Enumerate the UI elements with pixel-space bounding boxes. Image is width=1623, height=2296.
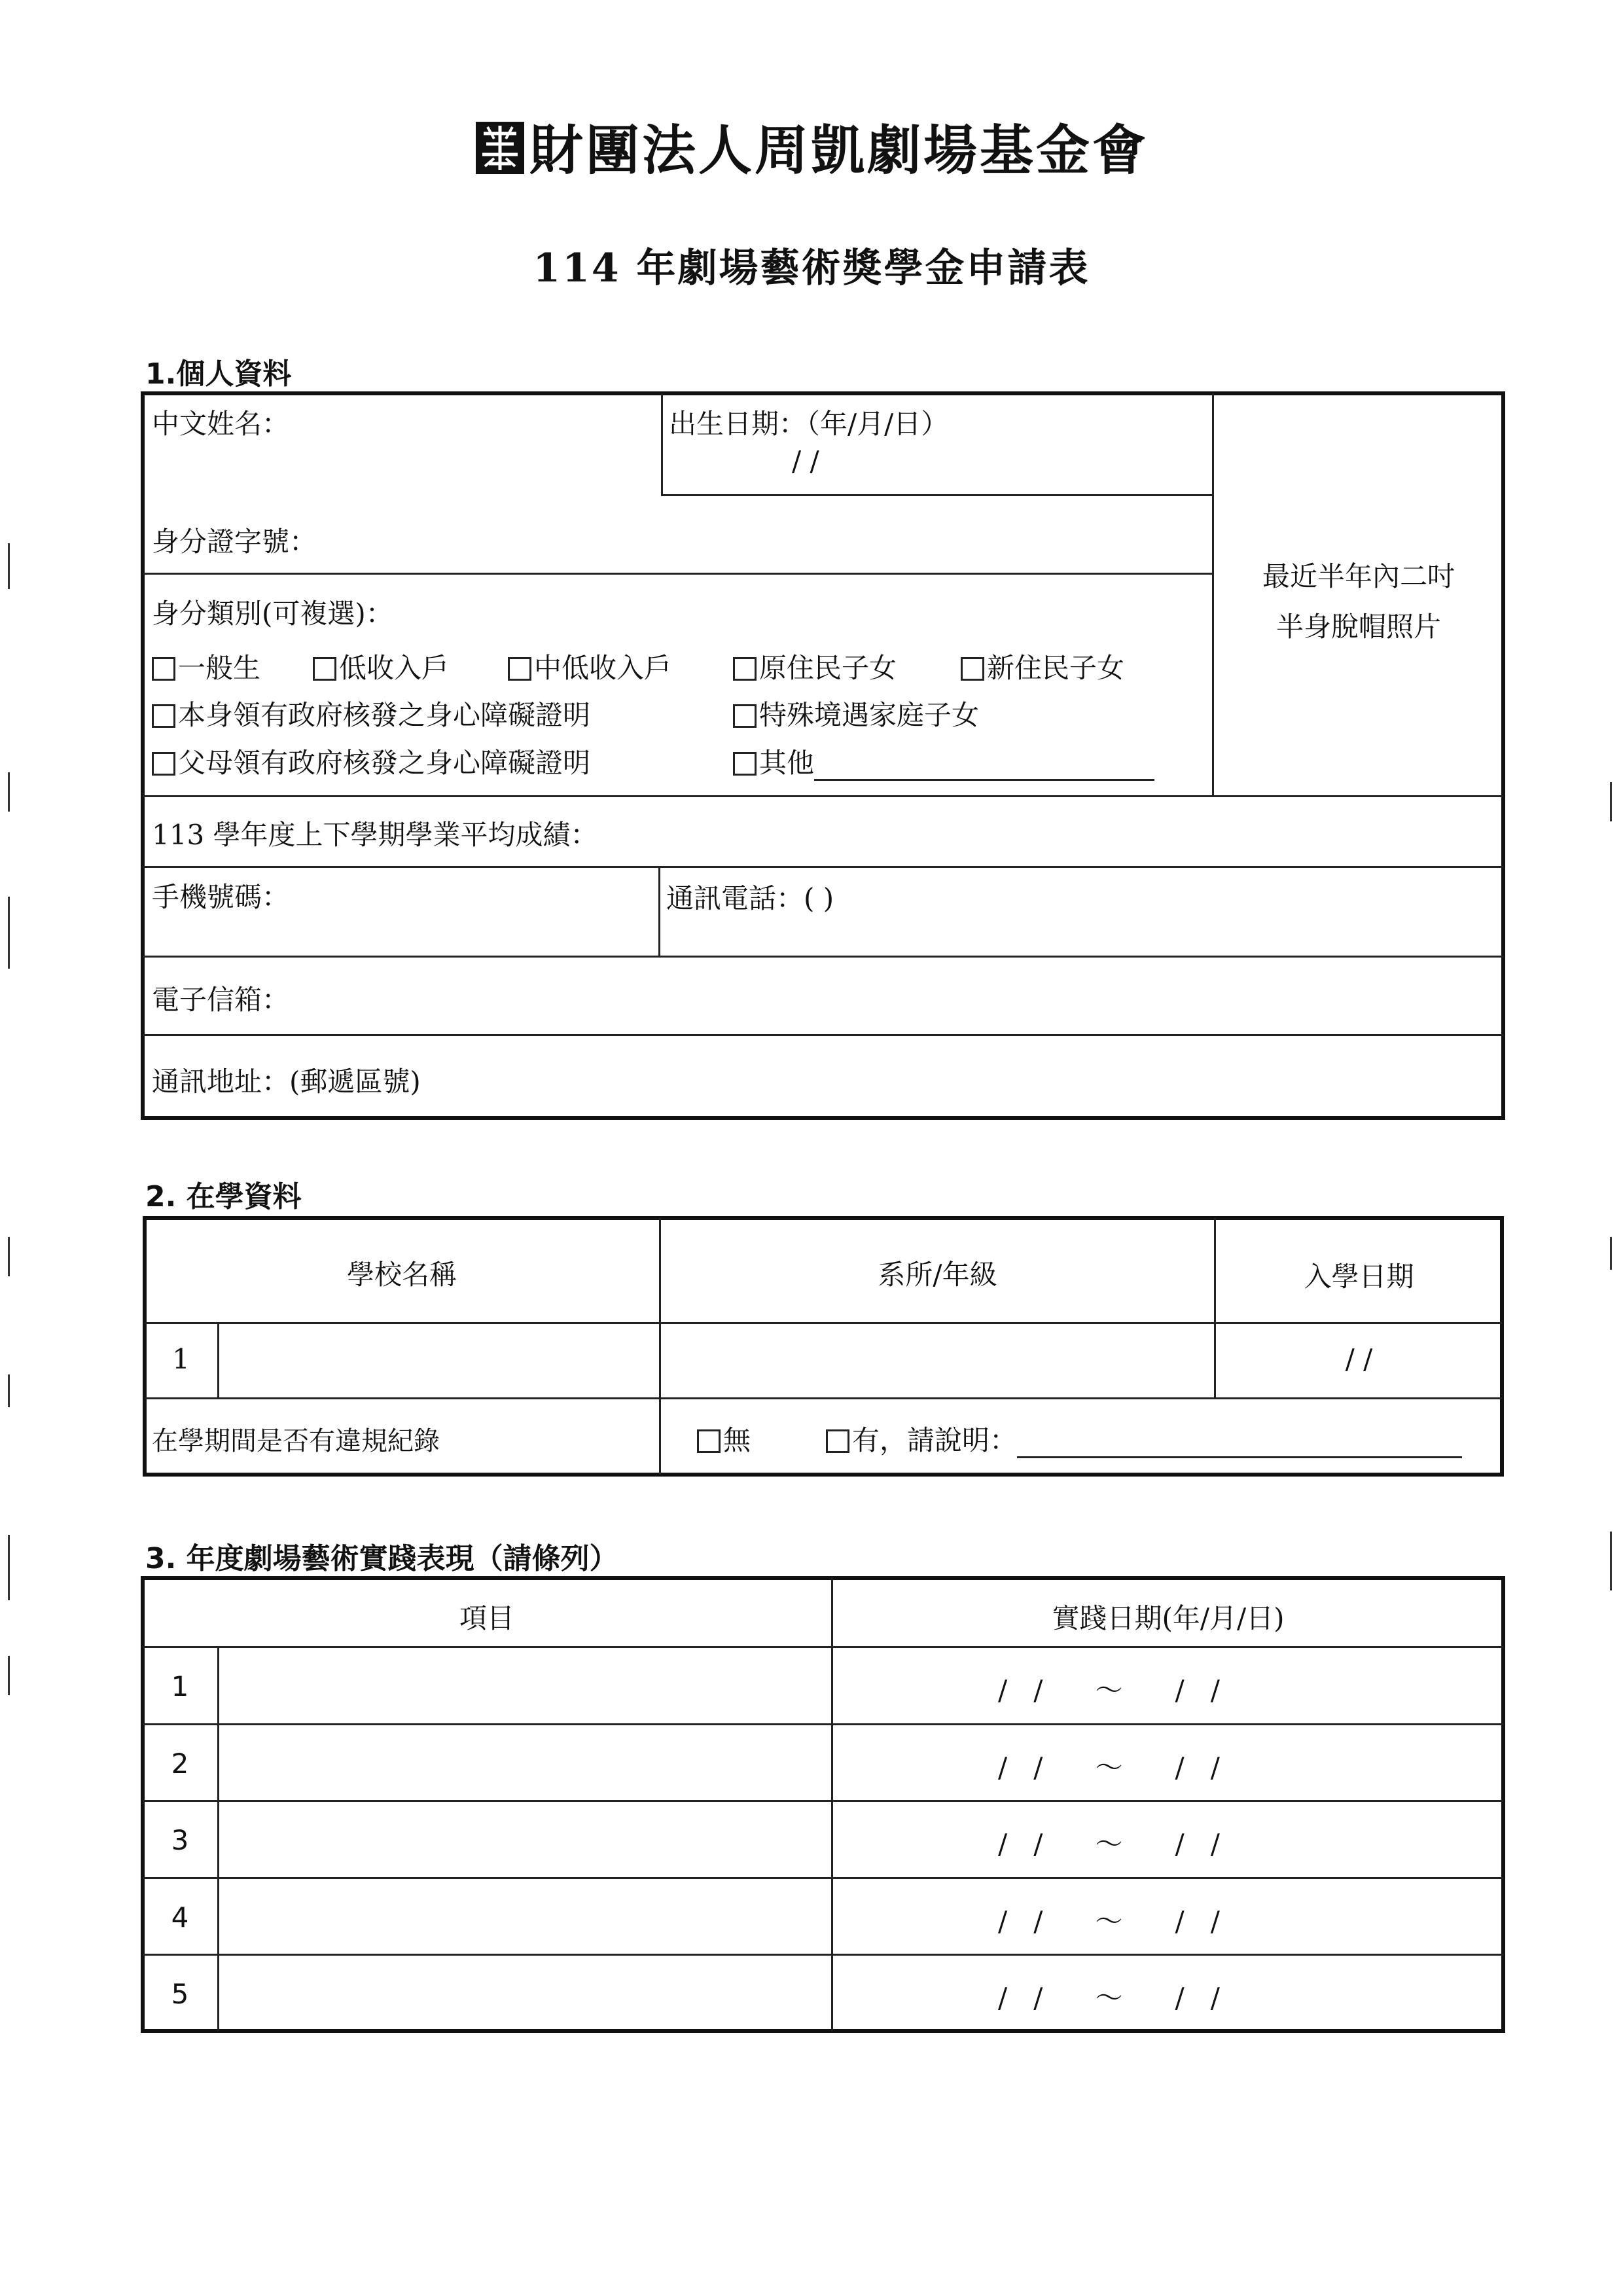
id-number-label: 身分證字號： [152, 526, 317, 558]
category-label: 低收入戶 [339, 652, 450, 684]
header-school-name: 學校名稱 [346, 1259, 457, 1291]
chinese-name-label: 中文姓名： [152, 408, 290, 440]
checkbox[interactable] [733, 752, 757, 776]
divider [143, 1800, 1503, 1802]
email-label: 電子信箱： [152, 984, 290, 1016]
row-number: 5 [171, 1978, 189, 2010]
divider [145, 1322, 1502, 1324]
category-indigenous[interactable] [733, 647, 897, 686]
divider [143, 1723, 1503, 1725]
category-low-income[interactable] [313, 647, 449, 686]
category-label: 原住民子女 [759, 652, 897, 684]
divider [658, 866, 660, 956]
checkbox[interactable] [733, 704, 757, 728]
category-disability-parent[interactable] [152, 742, 590, 781]
practice-date-range[interactable]: / / ～ / / [998, 1751, 1220, 1784]
row-number: 1 [172, 1343, 190, 1375]
scan-mark [8, 772, 10, 812]
practice-date-range[interactable]: / / ～ / / [998, 1828, 1220, 1860]
option-label: 無 [723, 1424, 751, 1456]
scan-mark [8, 543, 10, 589]
divider [217, 1646, 219, 2031]
scan-mark [1610, 1237, 1612, 1270]
divider [217, 1322, 219, 1397]
divider [143, 866, 1503, 868]
category-disability-self[interactable] [152, 694, 590, 733]
checkbox[interactable] [508, 657, 531, 681]
identity-category-label: 身分類別(可複選)： [152, 598, 393, 630]
explanation-fill-line[interactable] [1017, 1430, 1462, 1458]
scan-mark [1610, 1532, 1612, 1590]
foundation-logo-icon [474, 120, 526, 175]
mobile-label: 手機號碼： [152, 881, 290, 913]
row-number: 1 [171, 1670, 189, 1702]
checkbox[interactable] [313, 657, 336, 681]
option-label: 有，請說明： [852, 1424, 1018, 1456]
header-item: 項目 [459, 1602, 514, 1634]
divider [1212, 393, 1214, 795]
divider [143, 956, 1503, 958]
category-special-family[interactable] [733, 694, 979, 733]
checkbox[interactable] [733, 657, 757, 681]
category-label: 新住民子女 [987, 652, 1125, 684]
checkbox[interactable] [826, 1429, 849, 1453]
checkbox[interactable] [152, 752, 175, 776]
divider [831, 1578, 833, 2031]
photo-instruction-line2: 半身脫帽照片 [1275, 611, 1441, 643]
section3-title: 3. 年度劇場藝術實踐表現（請條列） [145, 1542, 618, 1575]
scan-mark [8, 1374, 10, 1407]
category-label: 本身領有政府核發之身心障礙證明 [178, 699, 591, 731]
header-department-grade: 系所/年級 [878, 1259, 997, 1291]
divider [143, 1034, 1503, 1036]
category-label: 其他 [759, 747, 815, 779]
category-label: 中低收入戶 [534, 652, 672, 684]
scan-mark [8, 1656, 10, 1695]
practice-table [141, 1576, 1505, 2033]
checkbox[interactable] [961, 657, 984, 681]
category-general[interactable] [152, 647, 260, 686]
scan-mark [8, 1535, 10, 1600]
category-new-immigrant[interactable] [961, 647, 1124, 686]
section2-title: 2. 在學資料 [145, 1180, 302, 1213]
divider [145, 1397, 1502, 1399]
address-label: 通訊地址：(郵遞區號) [152, 1066, 421, 1098]
header-practice-date: 實踐日期(年/月/日) [1052, 1602, 1285, 1634]
org-name: 財團法人周凱劇場基金會 [529, 119, 1149, 182]
birth-date-slashes: / / [792, 445, 819, 477]
category-label: 一般生 [178, 652, 261, 684]
phone-label: 通訊電話：( ) [666, 882, 834, 914]
scan-mark [1610, 782, 1612, 821]
other-fill-line[interactable] [814, 753, 1154, 781]
practice-date-range[interactable]: / / ～ / / [998, 1982, 1220, 2014]
divider [661, 494, 1214, 496]
photo-instruction-line1: 最近半年內二吋 [1262, 560, 1455, 592]
grade-average-label: 113 學年度上下學期學業平均成績： [152, 819, 598, 851]
practice-date-range[interactable]: / / ～ / / [998, 1674, 1220, 1706]
section1-title: 1.個人資料 [145, 357, 292, 391]
form-title: 114 年劇場藝術獎學金申請表 [533, 245, 1090, 291]
practice-date-range[interactable]: / / ～ / / [998, 1905, 1220, 1937]
checkbox[interactable] [152, 657, 175, 681]
divider [143, 573, 1214, 575]
violation-no-option[interactable] [697, 1419, 751, 1458]
divider [143, 1954, 1503, 1956]
category-mid-low-income[interactable] [508, 647, 671, 686]
org-title [0, 108, 1623, 185]
divider [143, 1646, 1503, 1648]
row-number: 2 [171, 1748, 189, 1780]
violation-record-label: 在學期間是否有違規紀錄 [152, 1426, 440, 1456]
enrollment-date-slashes[interactable]: / / [1345, 1343, 1373, 1375]
violation-yes-option[interactable] [826, 1419, 1462, 1458]
checkbox[interactable] [152, 704, 175, 728]
row-number: 4 [171, 1901, 189, 1933]
header-enrollment-date: 入學日期 [1304, 1261, 1414, 1293]
scan-mark [8, 897, 10, 969]
divider [143, 795, 1503, 797]
checkbox[interactable] [697, 1429, 721, 1453]
row-number: 3 [171, 1824, 189, 1856]
divider [661, 393, 663, 494]
divider [143, 1877, 1503, 1879]
birth-date-label: 出生日期：（年/月/日） [669, 408, 949, 440]
scan-mark [8, 1237, 10, 1276]
category-label: 特殊境遇家庭子女 [759, 699, 980, 731]
category-label: 父母領有政府核發之身心障礙證明 [178, 747, 591, 779]
category-other[interactable] [733, 742, 1154, 781]
